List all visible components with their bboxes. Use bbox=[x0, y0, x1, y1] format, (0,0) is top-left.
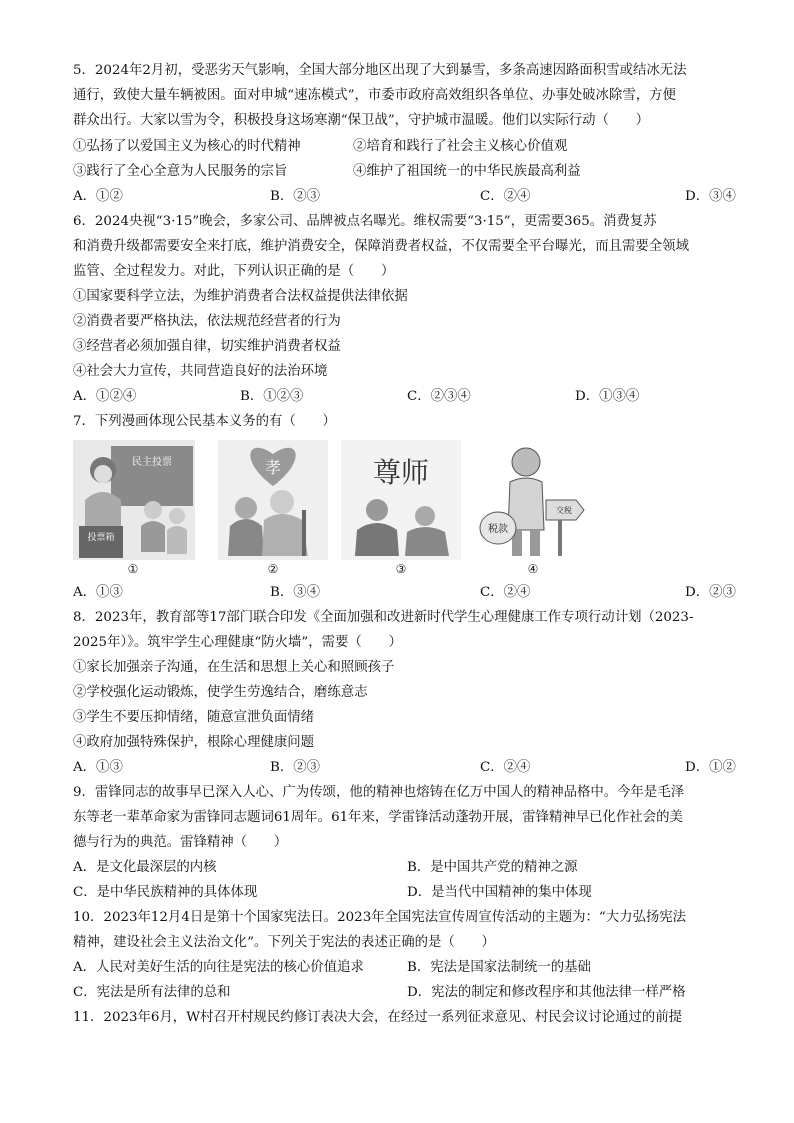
q6-statement-2: ②消费者要严格执法，依法规范经营者的行为 bbox=[73, 314, 341, 329]
q5-statement-3: ③践行了全心全意为人民服务的宗旨 bbox=[73, 164, 288, 179]
q7-option-a[interactable]: A．①③ bbox=[73, 585, 123, 600]
q8-option-c[interactable]: C．②④ bbox=[480, 760, 531, 775]
q7-option-b[interactable]: B．③④ bbox=[270, 585, 321, 600]
q11-stem: 11．2023年6月，W村召开村规民约修订表决大会，在经过一系列征求意见、村民会议讨论通过的前提 bbox=[73, 1010, 683, 1025]
q5-statement-2: ②培育和践行了社会主义核心价值观 bbox=[353, 139, 568, 154]
q9-options-row-1 bbox=[73, 857, 723, 879]
q8-statement-2: ②学校强化运动锻炼，使学生劳逸结合，磨练意志 bbox=[73, 685, 368, 700]
q9-options-row-2 bbox=[73, 882, 723, 904]
q6-option-a[interactable]: A．①②④ bbox=[73, 389, 137, 404]
q8-option-d[interactable]: D．①② bbox=[685, 760, 736, 775]
q6-options bbox=[73, 386, 723, 408]
q6-stem-line-2: 和消费升级都需要安全来打底，维护消费安全，保障消费者权益，不仅需要全平台曝光，而且需要全领域 bbox=[73, 239, 689, 254]
q10-option-a[interactable]: A．人民对美好生活的向往是宪法的核心价值追求 bbox=[73, 960, 364, 975]
q5-statements-row-2 bbox=[73, 161, 723, 183]
q10-stem-line-2: 精神，建设社会主义法治文化”。下列关于宪法的表述正确的是（ ） bbox=[73, 935, 495, 950]
q5-stem-line-1: 5．2024年2月初，受恶劣天气影响，全国大部分地区出现了大到暴雪，多条高速因路面积雪或结冰无法 bbox=[73, 63, 687, 78]
q7-stem: 7．下列漫画体现公民基本义务的有（ ） bbox=[73, 414, 336, 429]
q5-stem-line-3: 群众出行。大家以雪为令，积极投身这场寒潮“保卫战”，守护城市温暖。他们以实际行动（ ） bbox=[73, 113, 650, 128]
cartoon-4-caption: ④ bbox=[527, 562, 539, 576]
q9-option-a[interactable]: A．是文化最深层的内核 bbox=[73, 860, 217, 875]
q6-statement-3: ③经营者必须加强自律，切实维护消费者权益 bbox=[73, 339, 341, 354]
q5-statement-1: ①弘扬了以爱国主义为核心的时代精神 bbox=[73, 139, 301, 154]
cartoon-3-caption: ③ bbox=[395, 562, 407, 576]
respect-teacher-text: 尊师 bbox=[372, 456, 430, 489]
q7-option-c[interactable]: C．②④ bbox=[480, 585, 531, 600]
q9-stem-line-1: 9．雷锋同志的故事早已深入人心、广为传颂，他的精神也熔铸在亿万中国人的精神品格中。今年是毛泽 bbox=[73, 785, 685, 800]
q9-option-c[interactable]: C．是中华民族精神的具体体现 bbox=[73, 885, 258, 900]
q8-options bbox=[73, 757, 736, 779]
tax-bag-text: 税款 bbox=[488, 524, 508, 535]
q9-stem-line-2: 东等老一辈革命家为雷锋同志题词61周年。61年来，学雷锋活动蓬勃开展，雷锋精神早已化作社会的美 bbox=[73, 810, 683, 825]
q6-statement-1: ①国家要科学立法，为维护消费者合法权益提供法律依据 bbox=[73, 289, 408, 304]
q8-option-b[interactable]: B．②③ bbox=[270, 760, 321, 775]
q10-options-row-1 bbox=[73, 957, 723, 979]
q9-option-d[interactable]: D．是当代中国精神的集中体现 bbox=[407, 885, 592, 900]
q6-option-b[interactable]: B．①②③ bbox=[240, 389, 304, 404]
heart-text: 孝 bbox=[264, 458, 282, 477]
q7-options bbox=[73, 582, 736, 604]
tax-sign-text: 交税 bbox=[556, 506, 572, 515]
q6-option-d[interactable]: D．①③④ bbox=[575, 389, 640, 404]
q9-option-b[interactable]: B．是中国共产党的精神之源 bbox=[407, 860, 578, 875]
q8-option-a[interactable]: A．①③ bbox=[73, 760, 123, 775]
q8-statement-1: ①家长加强亲子沟通，在生活和思想上关心和照顾孩子 bbox=[73, 660, 395, 675]
cartoon-voting bbox=[73, 440, 195, 560]
voting-sign-text: 民主投票 bbox=[132, 457, 172, 468]
q10-option-b[interactable]: B．宪法是国家法制统一的基础 bbox=[407, 960, 591, 975]
cartoon-1-caption: ① bbox=[127, 562, 139, 576]
q5-option-a[interactable]: A．①② bbox=[73, 189, 123, 204]
q10-option-c[interactable]: C．宪法是所有法律的总和 bbox=[73, 985, 231, 1000]
q8-statement-4: ④政府加强特殊保护，根除心理健康问题 bbox=[73, 735, 315, 750]
q6-option-c[interactable]: C．②③④ bbox=[407, 389, 471, 404]
q5-statements-row-1 bbox=[73, 136, 723, 158]
q8-stem-line-1: 8．2023年，教育部等17部门联合印发《全面加强和改进新时代学生心理健康工作专项行动计划（2023- bbox=[73, 610, 694, 625]
q10-stem-line-1: 10．2023年12月4日是第十个国家宪法日。2023年全国宪法宣传周宣传活动的主题为：“大力弘扬宪法 bbox=[73, 910, 687, 925]
q8-stem-line-2: 2025年）》。筑牢学生心理健康“防火墙”，需要（ ） bbox=[73, 635, 402, 650]
q9-stem-line-3: 德与行为的典范。雷锋精神（ ） bbox=[73, 835, 288, 850]
q6-stem-line-3: 监管、全过程发力。对此，下列认识正确的是（ ） bbox=[73, 264, 395, 279]
q5-options bbox=[73, 186, 736, 208]
ballot-box-text: 投票箱 bbox=[87, 533, 115, 543]
cartoon-respect-teacher bbox=[341, 440, 461, 560]
q7-cartoons bbox=[73, 440, 593, 580]
q5-option-b[interactable]: B．②③ bbox=[270, 189, 321, 204]
q5-option-d[interactable]: D．③④ bbox=[685, 189, 736, 204]
q10-options-row-2 bbox=[73, 982, 723, 1004]
q5-statement-4: ④维护了祖国统一的中华民族最高利益 bbox=[353, 164, 581, 179]
q8-statement-3: ③学生不要压抑情绪，随意宣泄负面情绪 bbox=[73, 710, 315, 725]
cartoon-tax bbox=[476, 440, 588, 560]
q7-option-d[interactable]: D．②③ bbox=[685, 585, 736, 600]
q10-option-d[interactable]: D．宪法的制定和修改程序和其他法律一样严格 bbox=[407, 985, 686, 1000]
q6-stem-line-1: 6．2024央视“3·15”晚会，多家公司、品牌被点名曝光。维权需要“3·15”，更需要365。消费复苏 bbox=[73, 214, 657, 229]
q5-option-c[interactable]: C．②④ bbox=[480, 189, 531, 204]
cartoon-filial-piety bbox=[218, 440, 328, 560]
q6-statement-4: ④社会大力宣传，共同营造良好的法治环境 bbox=[73, 364, 328, 379]
cartoon-2-caption: ② bbox=[267, 562, 279, 576]
q5-stem-line-2: 通行，致使大量车辆被困。面对申城“速冻模式”，市委市政府高效组织各单位、办事处破冰除雪，方便 bbox=[73, 88, 676, 103]
